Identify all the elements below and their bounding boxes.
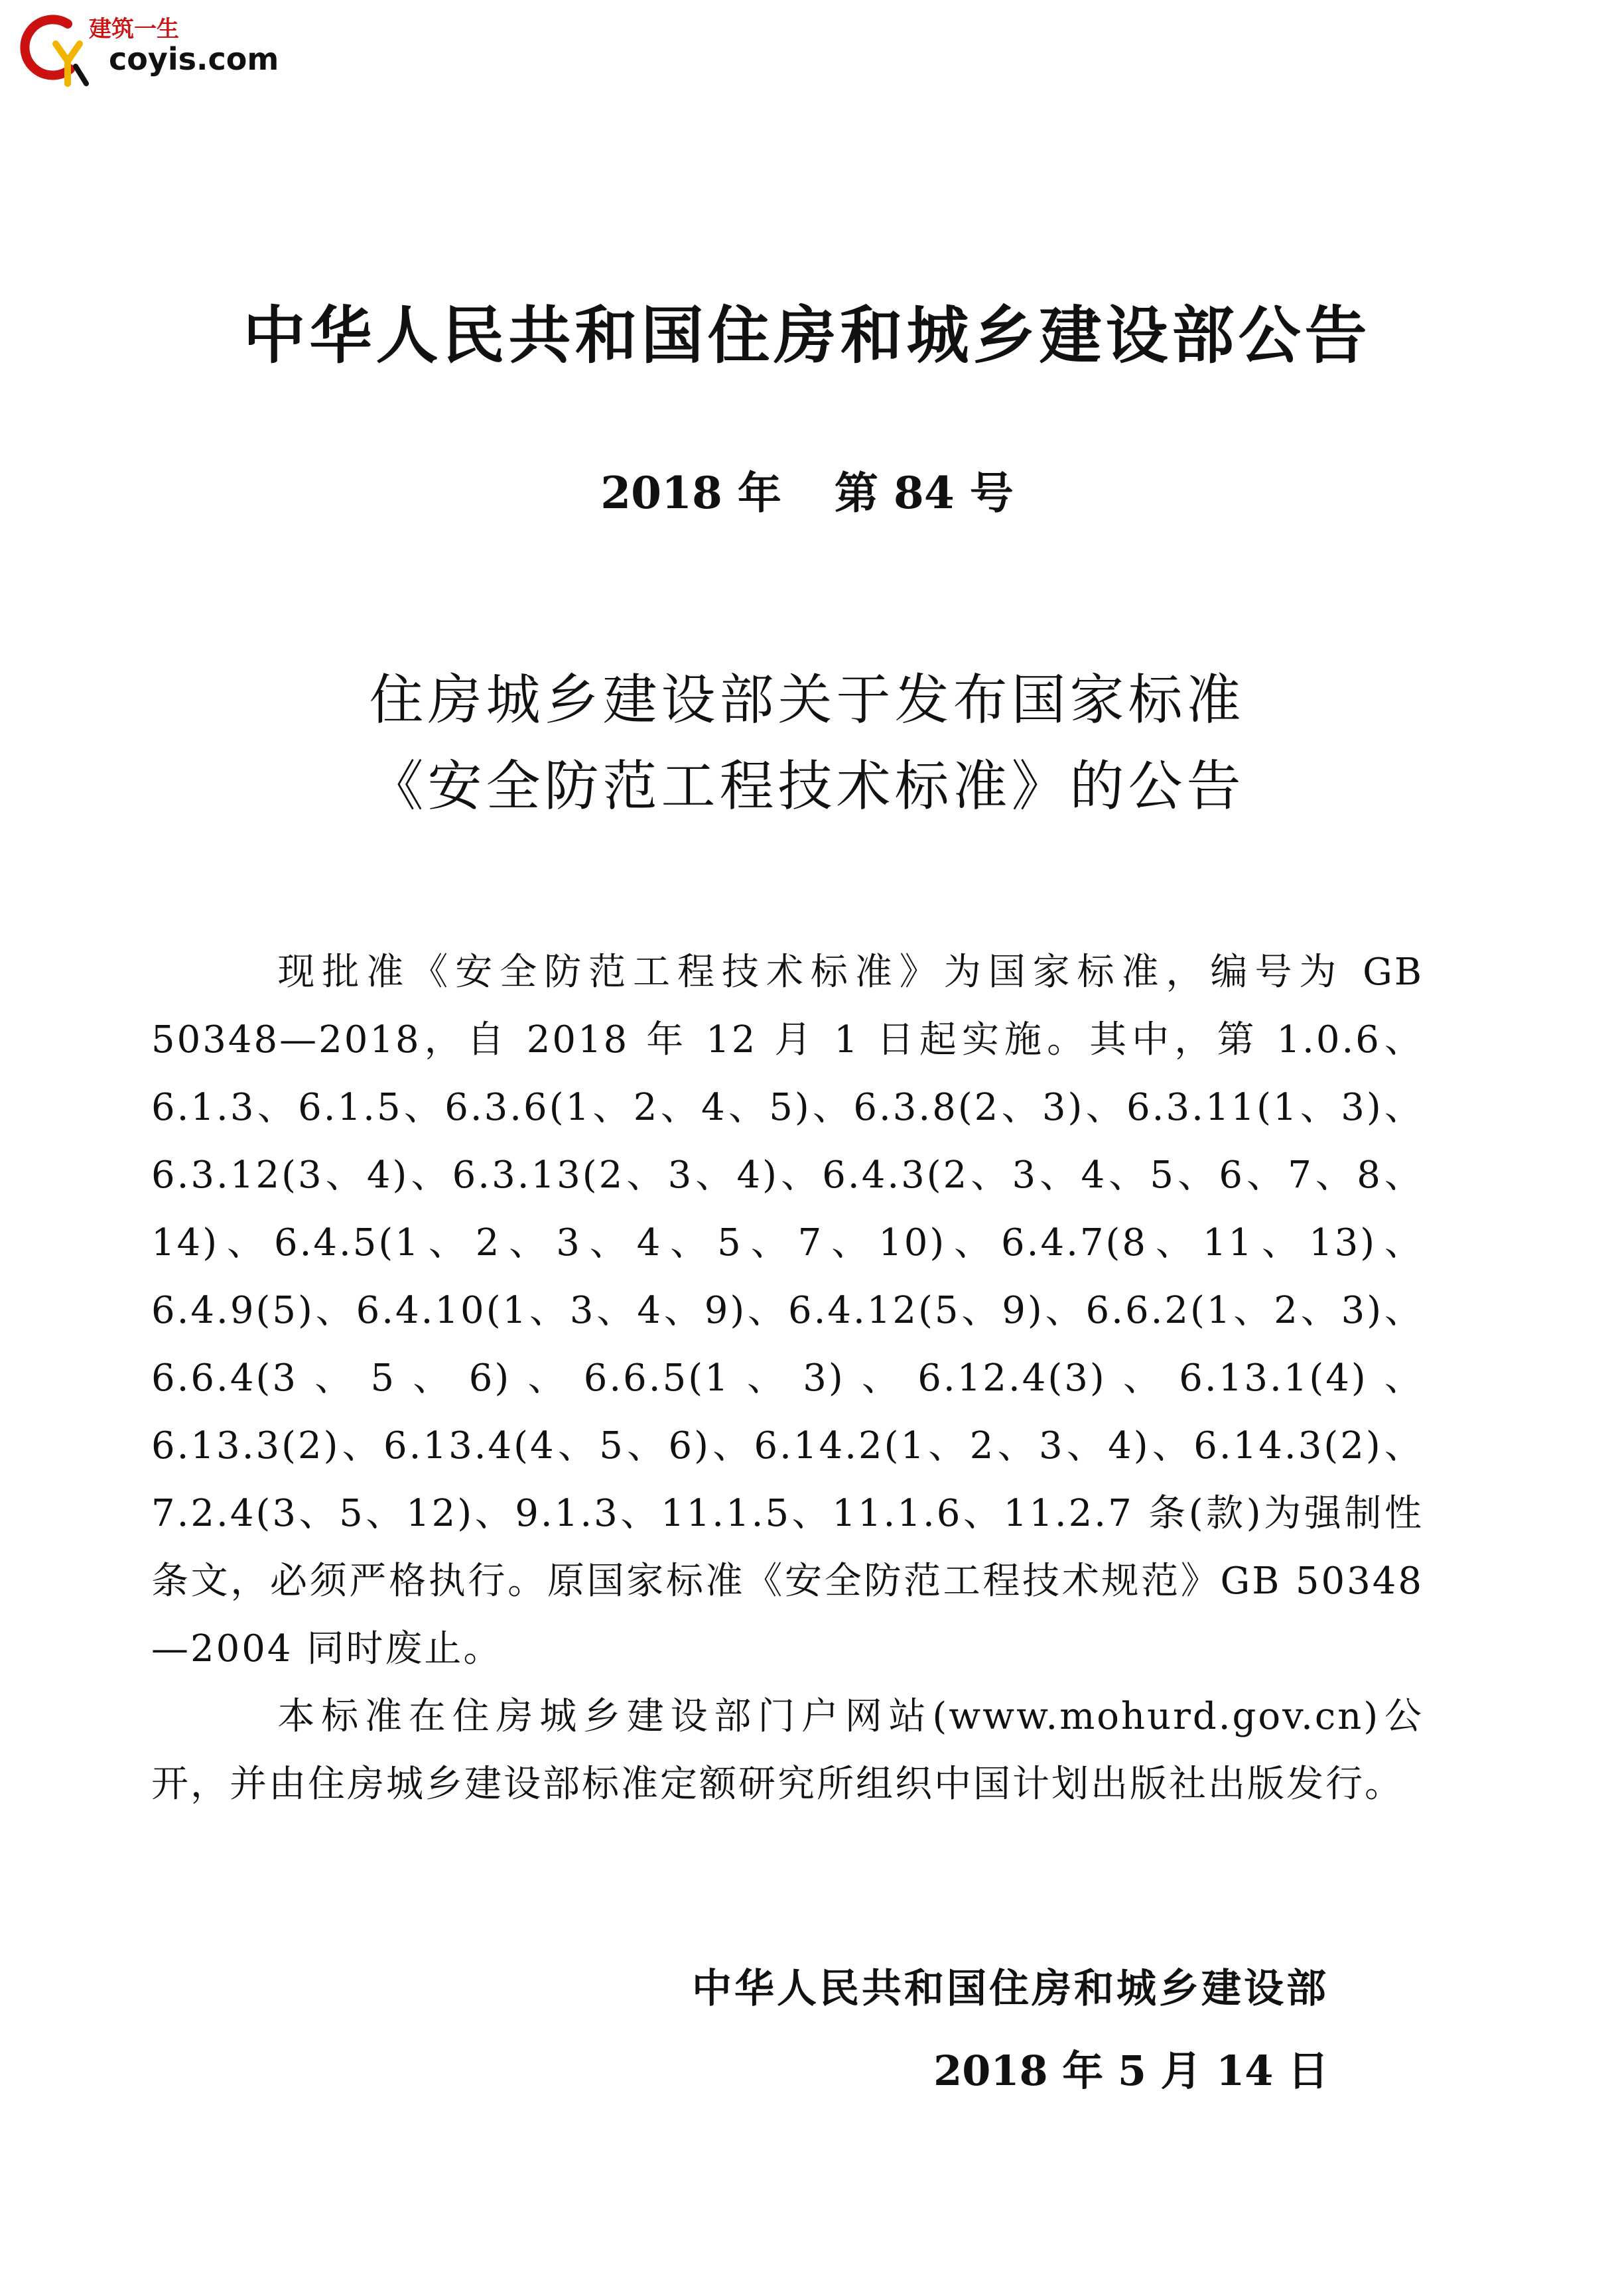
watermark-logo [9, 5, 288, 92]
body-paragraph-approval: 现批准《安全防范工程技术标准》为国家标准，编号为 GB 50348—2018，自 2018 年 12 月 1 日起实施。其中，第 1.0.6、6.1.3、6.1.5、6.3.6(1、2、4、5)、6.3.8(2、3)、6.3.11(1、3)、6.3.12(3、4)、6.3.13(2、3、4)、6.4.3(2、3、4、5、6、7、8、14)、6.4.5(1、2、3、4、5、7、10)、6.4.7(8、11、13)、6.4.9(5)、6.4.10(1、3、4、9)、6.4.12(5、9)、6.6.2(1、2、3)、6.6.4(3、5、6)、6.6.5(1、3)、6.12.4(3)、6.13.1(4)、6.13.3(2)、6.13.4(4、5、6)、6.14.2(1、2、3、4)、6.14.3(2)、7.2.4(3、5、12)、9.1.3、11.1.5、11.1.6、11.2.7 条(款)为强制性条文，必须严格执行。原国家标准《安全防范工程技术规范》GB 50348—2004 同时废止。 [151, 951, 1424, 1670]
signature-organization: 中华人民共和国住房和城乡建设部 [692, 1966, 1329, 2012]
watermark-site-name: 建筑一生 [89, 16, 179, 42]
issue-year: 2018 年 [600, 467, 781, 519]
signature-block [692, 1957, 1329, 2097]
notice-title-line1: 住房城乡建设部关于发布国家标准 [369, 669, 1245, 732]
coyis-logo-icon [9, 5, 96, 92]
watermark-site-url: coyis.com [109, 41, 279, 77]
announcement-title: 中华人民共和国住房和城乡建设部公告 [243, 300, 1371, 372]
notice-title-line2: 《安全防范工程技术标准》的公告 [369, 755, 1245, 818]
body-paragraph-publication: 本标准在住房城乡建设部门户网站(www.mohurd.gov.cn)公开，并由住房城乡建设部标准定额研究所组织中国计划出版社出版发行。 [151, 1695, 1424, 1806]
issue-number-line [0, 458, 1614, 521]
signature-date: 2018 年 5 月 14 日 [933, 2047, 1329, 2095]
announcement-body [151, 939, 1424, 1818]
issue-number: 第 84 号 [834, 467, 1014, 519]
